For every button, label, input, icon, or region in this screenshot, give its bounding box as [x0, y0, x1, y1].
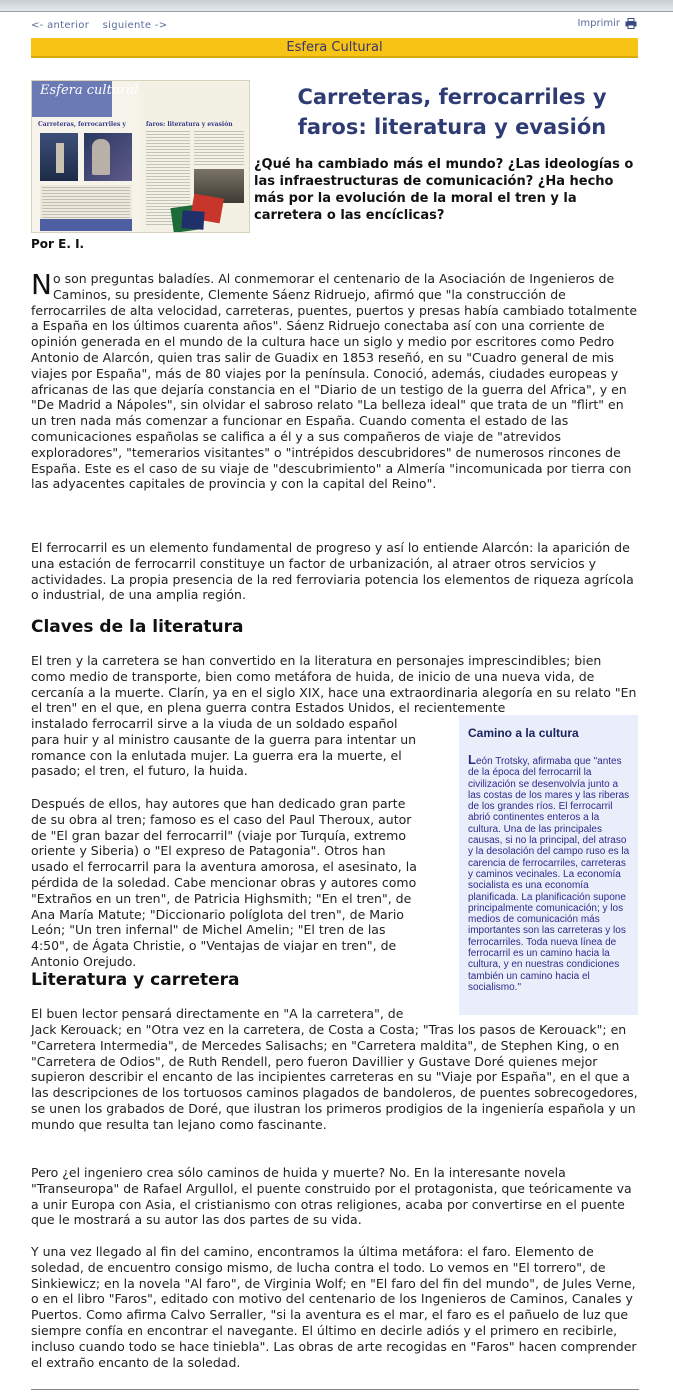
- cover-right-title: faros: literatura y evasión: [146, 121, 233, 128]
- magazine-cover-image: [31, 80, 250, 233]
- sidebar-cap: L: [468, 752, 476, 767]
- paragraph-5a: El buen lector pensará directamente en "A la carretera", de: [31, 1006, 404, 1021]
- print-label: Imprimir: [577, 18, 620, 29]
- byline: Por E. I.: [31, 237, 85, 251]
- paragraph-3b: instalado ferrocarril sirve a la viuda de un soldado español para huir y al ministro causante de la guerra para intentar un romance con la enlutada mujer. La guerra era la muerte, el pasado; el tren, el futuro, la huida.: [31, 716, 417, 779]
- paragraph-1-text: o son preguntas baladíes. Al conmemorar el centenario de la Asociación de Ingenieros de Caminos, su presidente, Clemente Sáenz Ridruejo, afirmó que "la construcción de ferrocarriles de alta velocidad, carreteras, puentes, puertos y presas había cambiado totalmente a España en los últimos cuarenta años". Sáenz Ridruejo conectaba así con una corriente de opinión generada en el mundo de la cultura hace un siglo y medio por escritores como Pedro Antonio de Alarcón, quien tras salir de Guadix en 1853 reseñó, en su "Cuadro general de mis viajes por España", más de 80 viajes por la península. Conoció, además, ciudades europeas y africanas de las que dejaría constancia en el "Diario de un testigo de la guerra del Africa", y en "De Madrid a Nápoles", sin olvidar el sabroso relato "La belleza ideal" que trata de un "flirt" en un tren nada más comenzar a funcionar en España. Cuando comenta el estado de las comunicaciones españolas se califica a él y a sus compañeros de viaje de "atrevidos exploradores", "temerarios visitantes" o "intrépidos descubridores" de numerosos rincones de España. Este es el caso de su viaje de "descubrimiento" a Almería "incomunicada por tierra con las adyacentes capitales de provincia y con la capital del Reino".: [31, 271, 638, 492]
- heading-literatura-carretera: Literatura y carretera: [31, 970, 240, 990]
- drop-cap: N: [31, 268, 52, 301]
- paragraph-4: Después de ellos, hay autores que han dedicado gran parte de su obra al tren; famoso es el caso del Paul Theroux, autor de "El gran bazar del ferrocarril" (viaje por Turquía, extremo oriente y Siberia) o "El expreso de Patagonia". Otros han usado el ferrocarril para la aventura amorosa, el asesinato, la pérdida de la soledad. Cabe mencionar obras y autores como "Extraños en un tren", de Patricia Highsmith; "En el tren", de Ana María Matute; "Diccionario políglota del tren", de Mario León; "Un tren infernal" de Michel Amelin; "El tren de las 4:50", de Ágata Christie, o "Ventajas de viajar en tren", de Antonio Orejudo.: [31, 796, 417, 969]
- section-header: Esfera Cultural: [31, 38, 638, 58]
- paragraph-2: El ferrocarril es un elemento fundamental de progreso y así lo entiende Alarcón: la aparición de una estación de ferrocarril constituye un factor de urbanización, al atraer otros servicios y actividades. La propia presencia de la red ferroviaria potencia los elementos de riqueza agrícola o industrial, de una amplia región.: [31, 540, 634, 603]
- cover-left-title: Carreteras, ferrocarriles y: [38, 121, 126, 128]
- next-link[interactable]: siguiente ->: [102, 20, 168, 31]
- sidebar-body: [468, 754, 630, 993]
- print-link[interactable]: [577, 18, 637, 29]
- prev-link[interactable]: <- anterior: [31, 20, 90, 31]
- paragraph-6: Pero ¿el ingeniero crea sólo caminos de huida y muerte? No. En la interesante novela "Transeuropa" de Rafael Argullol, el puente construido por el protagonista, que teóricamente va a unir Europa con Asia, el cristianismo con otras religiones, acaba por convertirse en el puente que le mostrará a su autor las dos partes de su vida.: [31, 1165, 632, 1228]
- cover-masthead: Esfera cultural: [40, 83, 139, 98]
- sidebar-box: [459, 715, 638, 1015]
- article-title: Carreteras, ferrocarriles y faros: literatura y evasión: [297, 85, 607, 139]
- heading-claves: Claves de la literatura: [31, 617, 244, 637]
- paragraph-1: [31, 268, 639, 492]
- sidebar-text: eón Trotsky, afirmaba que "antes de la época del ferrocarril la civilización se desenvolvía junto a las costas de los mares y las riberas de los grandes ríos. El ferrocarril abrió continentes enteros a la cultura. Una de las principales causas, si no la principal, del atraso y la desolación del campo ruso es la carencia de ferrocarriles, carreteras y caminos vecinales. La economía socialista es una economía planificada. La planificación supone principalmente comunicación; y los medios de comunicación más importantes son las carreteras y los ferrocarriles. Toda nueva línea de ferrocarril es un camino hacia la cultura, y en nuestras condiciones también un camino hacia el socialismo.": [468, 756, 630, 993]
- bottom-rule: [31, 1389, 639, 1390]
- paragraph-5b: Jack Kerouack; en "Otra vez en la carretera, de Costa a Costa; "Tras los pasos de Kerouack"; en "Carretera Intermedia", de Mercedes Salisachs; en "Carretera maldita", de Stephen King, o en "Carretera de Odios", de Ruth Rendell, pero fueron Davillier y Gustave Doré quienes mejor supieron describir el encanto de las incipientes carreteras en su "Viaje por España", en el que a las descripciones de los tortuosos caminos plagados de bandoleros, de puentes sobrecogedores, se unen los grabados de Doré, que ilustran los primeros prodigios de la ingeniería española y un mundo que resulta tan lejano como fascinante.: [31, 1022, 638, 1132]
- article-nav: [31, 20, 167, 31]
- paragraph-7: Y una vez llegado al fin del camino, encontramos la última metáfora: el faro. Elemento de soledad, de encuentro consigo mismo, de lucha contra el todo. Lo vemos en "El torrero", de Sinkiewicz; en la novela "Al faro", de Virginia Wolf; en "El faro del fin del mundo", de Jules Verne, o en el libro "Faros", editado con motivo del centenario de los Ingenieros de Caminos, Canales y Puertos. Como afirma Calvo Serraller, "si la aventura es el mar, el faro es el pañuelo de luz que siempre confía en encontrar el navegante. El último en decirle adiós y el primero en recibirle, incluso cuando todo se hace tiniebla". Las obras de arte recogidas en "Faros" hacen comprender el extraño encanto de la soledad.: [31, 1244, 637, 1370]
- top-rule: [0, 0, 673, 12]
- article-lede: ¿Qué ha cambiado más el mundo? ¿Las ideologías o las infraestructuras de comunicación? ¿Ha hecho más por la evolución de la moral el tren y la carretera o las encíclicas?: [254, 157, 634, 223]
- printer-icon: [625, 18, 637, 29]
- paragraph-3a: El tren y la carretera se han convertido en la literatura en personajes imprescindibles; bien como medio de transporte, bien como metáfora de huida, de inicio de una nueva vida, de cercanía a la muerte. Clarín, ya en el siglo XIX, hace una extraordinaria alegoría en su relato "En el tren" en el que, en plena guerra contra Estados Unidos, el recientemente: [31, 653, 637, 716]
- sidebar-title: Camino a la cultura: [468, 726, 579, 740]
